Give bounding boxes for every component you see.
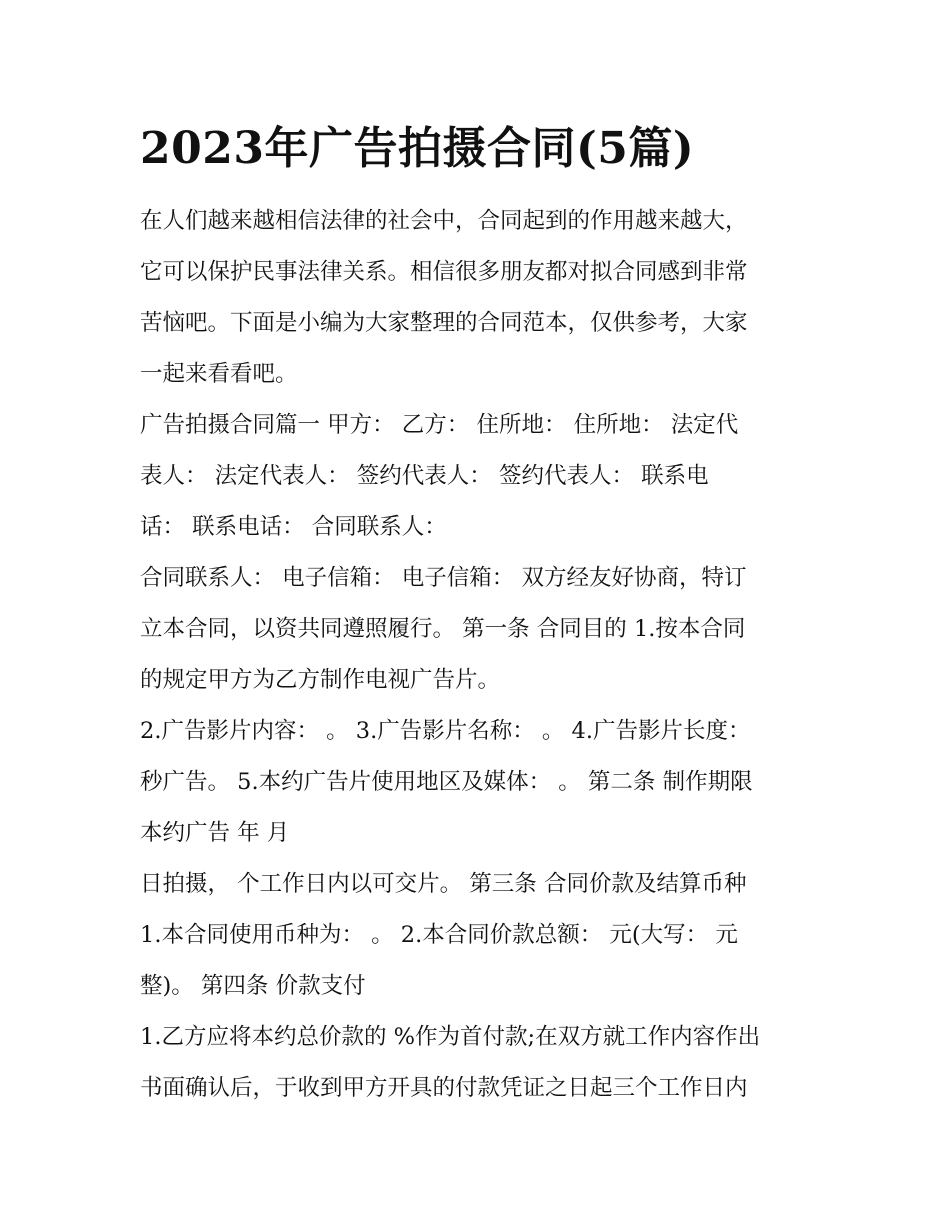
paragraph-line: 1.乙方应将本约总价款的 %作为首付款;在双方就工作内容作出 — [140, 1024, 761, 1050]
paragraph-line: 整)。 第四条 价款支付 — [140, 973, 366, 999]
document-title: 2023年广告拍摄合同(5篇) — [140, 123, 695, 174]
paragraph-line: 一起来看看吧。 — [140, 361, 298, 387]
paragraph-line: 本约广告 年 月 — [140, 820, 290, 846]
paragraph-line: 在人们越来越相信法律的社会中，合同起到的作用越来越大， — [140, 208, 748, 234]
paragraph-line: 的规定甲方为乙方制作电视广告片。 — [140, 667, 501, 693]
paragraph-line: 秒广告。 5.本约广告片使用地区及媒体： 。 第二条 制作期限 — [140, 769, 753, 795]
paragraph-line: 苦恼吧。下面是小编为大家整理的合同范本，仅供参考，大家 — [140, 310, 748, 336]
paragraph-line: 广告拍摄合同篇一 甲方： 乙方： 住所地： 住所地： 法定代 — [140, 412, 739, 438]
paragraph-line: 它可以保护民事法律关系。相信很多朋友都对拟合同感到非常 — [140, 259, 748, 285]
paragraph-line: 1.本合同使用币种为： 。 2.本合同价款总额： 元(大写： 元 — [140, 922, 738, 948]
paragraph-line: 日拍摄， 个工作日内以可交片。 第三条 合同价款及结算币种 — [140, 871, 747, 897]
paragraph-line: 合同联系人： 电子信箱： 电子信箱： 双方经友好协商，特订 — [140, 565, 747, 591]
paragraph-line: 话： 联系电话： 合同联系人： — [140, 514, 447, 540]
paragraph-line: 表人： 法定代表人： 签约代表人： 签约代表人： 联系电 — [140, 463, 709, 489]
paragraph-line: 2.广告影片内容： 。 3.广告影片名称： 。 4.广告影片长度： — [140, 718, 751, 744]
paragraph-line: 立本合同，以资共同遵照履行。 第一条 合同目的 1.按本合同 — [140, 616, 746, 642]
paragraph-line: 书面确认后，于收到甲方开具的付款凭证之日起三个工作日内 — [140, 1075, 748, 1101]
